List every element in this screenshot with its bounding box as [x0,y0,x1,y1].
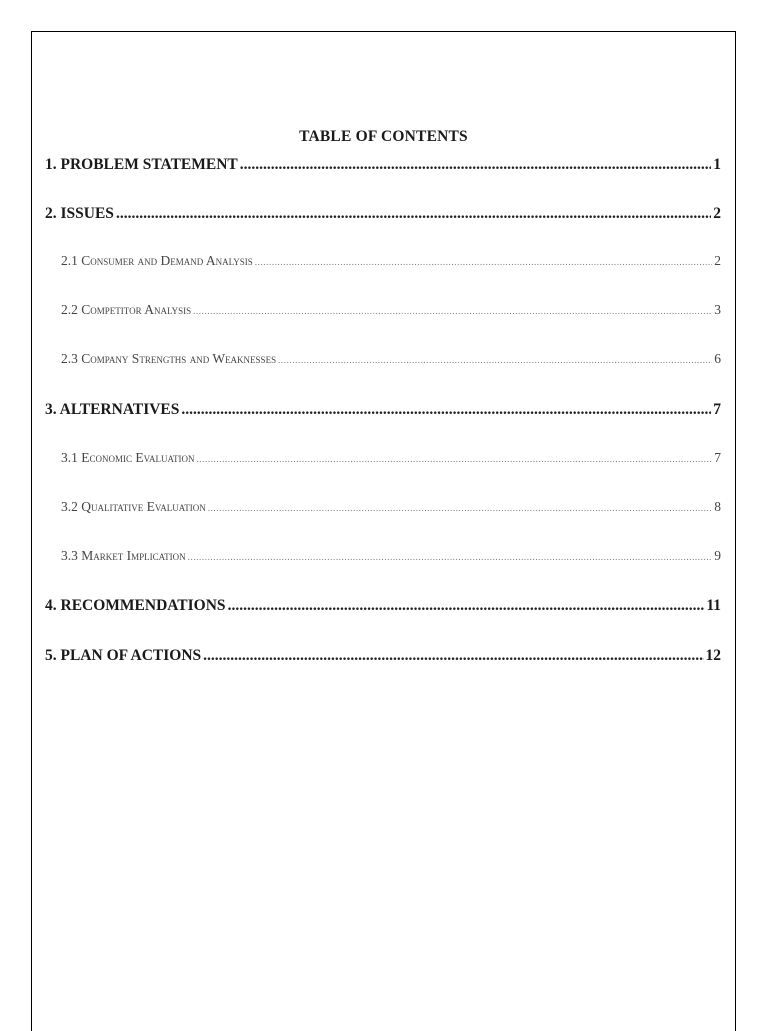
toc-entry-page-number: 12 [705,647,721,664]
toc-entry-page-number: 6 [714,351,721,366]
toc-entry-label: 2.1 Consumer and Demand Analysis [61,253,253,268]
toc-entry-recommendations[interactable] [45,597,721,615]
dot-leader [255,257,713,267]
toc-title: TABLE OF CONTENTS [299,128,468,145]
toc-entry-company-strengths-weaknesses[interactable] [45,351,721,367]
toc-entry-label: 2.2 Competitor Analysis [61,302,192,317]
toc-entry-page-number: 1 [713,156,721,173]
toc-entry-page-number: 7 [713,401,721,418]
toc-entry-label: 5. PLAN OF ACTIONS [45,647,202,664]
toc-entry-label: 2.3 Company Strengths and Weaknesses [61,351,277,366]
toc-entry-competitor-analysis[interactable] [45,302,721,318]
dot-leader [208,503,713,513]
dot-leader [181,401,711,419]
dot-leader [116,205,711,223]
toc-entry-page-number: 11 [706,597,721,614]
document-page [31,31,736,1031]
toc-entry-economic-evaluation[interactable] [45,450,721,466]
toc-entry-label: 3.2 Qualitative Evaluation [61,499,206,514]
toc-entry-page-number: 2 [713,205,721,222]
toc-entry-consumer-demand-analysis[interactable] [45,253,721,269]
toc-entry-label: 3.3 Market Implication [61,548,186,563]
toc-entry-label: 3.1 Economic Evaluation [61,450,195,465]
toc-entry-issues[interactable] [45,205,721,223]
dot-leader [228,597,705,615]
dot-leader [240,156,711,174]
toc-entry-market-implication[interactable] [45,548,721,564]
toc-entry-problem-statement[interactable] [45,156,721,174]
toc-entry-page-number: 9 [714,548,721,563]
toc-entry-alternatives[interactable] [45,401,721,419]
dot-leader [196,454,712,464]
toc-entry-page-number: 7 [714,450,721,465]
toc-entry-label: 1. PROBLEM STATEMENT [45,156,238,173]
dot-leader [193,306,712,316]
dot-leader [278,355,712,365]
toc-entry-qualitative-evaluation[interactable] [45,499,721,515]
toc-entry-page-number: 8 [714,499,721,514]
toc-entry-label: 2. ISSUES [45,205,114,222]
dot-leader [203,647,703,665]
toc-entry-label: 4. RECOMMENDATIONS [45,597,226,614]
dot-leader [188,552,713,562]
toc-entry-label: 3. ALTERNATIVES [45,401,180,418]
toc-entry-page-number: 2 [714,253,721,268]
toc-entry-plan-of-actions[interactable] [45,647,721,665]
toc-entry-page-number: 3 [714,302,721,317]
